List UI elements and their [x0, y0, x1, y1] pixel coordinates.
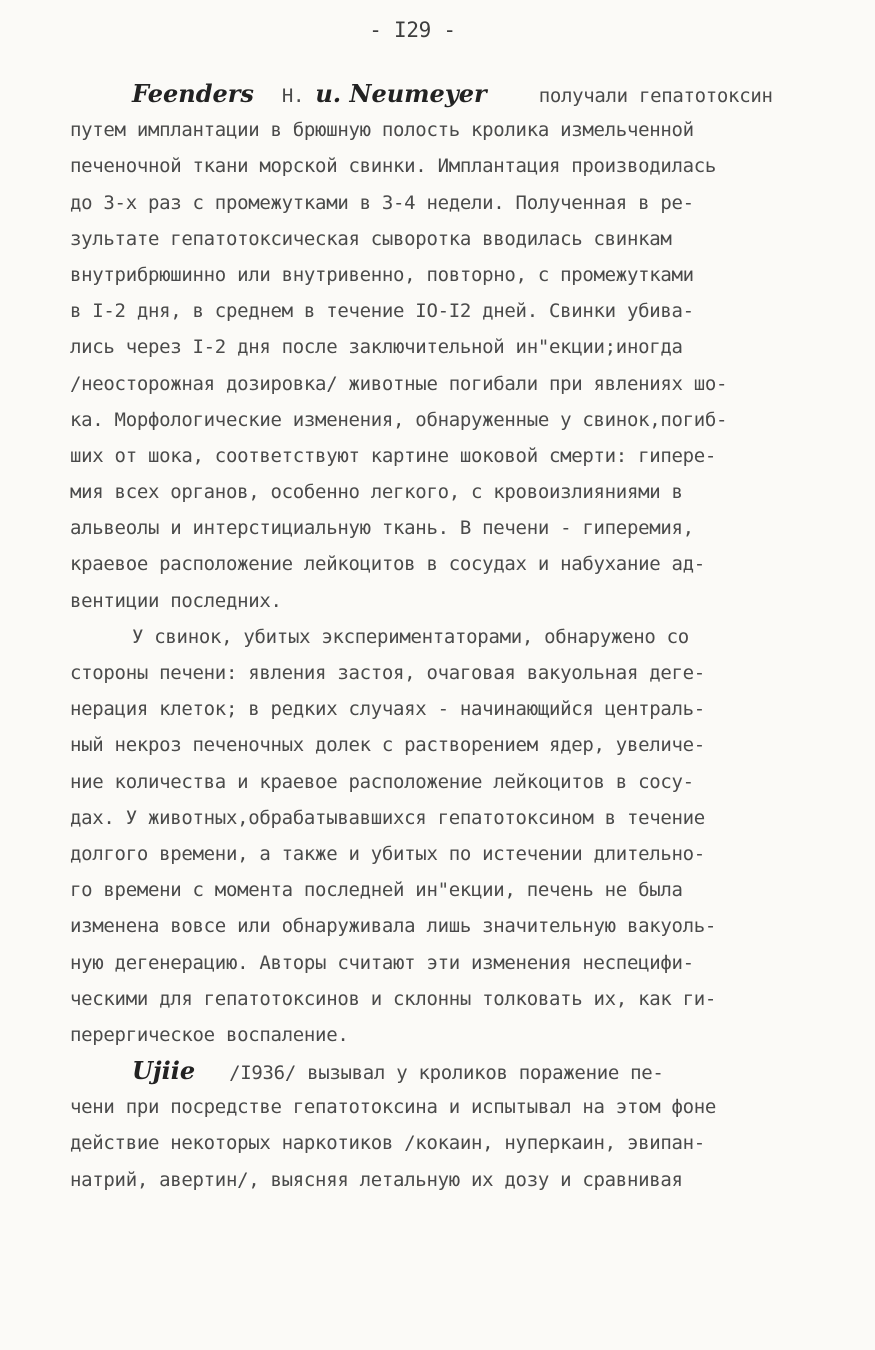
author-initial: Н.	[281, 85, 305, 107]
page-number: - I29 -	[369, 18, 456, 42]
text-line: ка. Морфологические изменения, обнаруженные у свинок,погиб-	[70, 408, 728, 431]
text-line	[70, 1053, 815, 1089]
text-line: го времени с момента последней ин"екции, печень не была	[70, 879, 683, 902]
author-name-handwritten: Feenders	[132, 79, 254, 108]
text-line: изменена вовсе или обнаруживала лишь значительную вакуоль-	[70, 915, 717, 938]
text-line: лись через I-2 дня после заключительной ин"екции;иногда	[70, 336, 683, 359]
text-line: /неосторожная дозировка/ животные погибали при явлениях шо-	[70, 372, 728, 395]
text-line: действие некоторых наркотиков /кокаин, нуперкаин, эвипан-	[70, 1132, 705, 1155]
paragraph-guinea-pigs	[70, 619, 815, 1053]
text-fragment: /I936/ вызывал у кроликов поражение пе-	[229, 1062, 664, 1085]
text-line: краевое расположение лейкоцитов в сосудах и набухание ад-	[70, 553, 705, 576]
text-line: У свинок, убитых экспериментаторами, обнаружено со	[132, 625, 689, 648]
text-line: ный некроз печеночных долек с растворением ядер, увеличе-	[70, 734, 705, 757]
text-line: путем имплантации в брюшную полость кролика измельченной	[70, 119, 694, 142]
text-line: альвеолы и интерстициальную ткань. В печени - гиперемия,	[70, 517, 694, 540]
text-line: печеночной ткани морской свинки. Имплантация производилась	[70, 155, 717, 178]
text-fragment: получали гепатотоксин	[538, 85, 773, 107]
text-line: натрий, авертин/, выясняя летальную их дозу и сравнивая	[70, 1168, 683, 1191]
text-line: внутрибрюшинно или внутривенно, повторно, с промежутками	[70, 263, 694, 286]
paragraph-ujiie	[70, 1053, 815, 1198]
text-line: нерация клеток; в редких случаях - начинающийся централь-	[70, 698, 705, 721]
author-name-handwritten: Ujiie	[132, 1056, 196, 1086]
text-line: в I-2 дня, в среднем в течение IO-I2 дней. Свинки убива-	[70, 300, 694, 323]
paragraph-feenders	[70, 76, 815, 619]
text-line: долгого времени, а также и убитых по истечении длительно-	[70, 842, 705, 865]
text-line: ние количества и краевое расположение лейкоцитов в сосу-	[70, 770, 694, 793]
text-line: ную дегенерацию. Авторы считают эти изменения неспецифи-	[70, 951, 694, 974]
text-line: дах. У животных,обрабатывавшихся гепатотоксином в течение	[70, 806, 705, 829]
text-line: ческими для гепатотоксинов и склонны толковать их, как ги-	[70, 987, 717, 1010]
text-line	[70, 76, 815, 112]
text-line: чени при посредстве гепатотоксина и испытывал на этом фоне	[70, 1096, 717, 1119]
text-line: до 3-х раз с промежутками в 3-4 недели. Полученная в ре-	[70, 191, 694, 214]
text-line: вентиции последних.	[70, 589, 282, 612]
author-name-handwritten: и. Neumeyer	[315, 79, 487, 108]
text-line: стороны печени: явления застоя, очаговая вакуольная деге-	[70, 662, 705, 684]
text-line: ших от шока, соответствуют картине шоковой смерти: гипере-	[70, 444, 717, 467]
text-line: зультате гепатотоксическая сыворотка вводилась свинкам	[70, 227, 672, 250]
text-line: мия всех органов, особенно легкого, с кровоизлияниями в	[70, 481, 683, 504]
text-line: перергическое воспаление.	[70, 1023, 349, 1046]
